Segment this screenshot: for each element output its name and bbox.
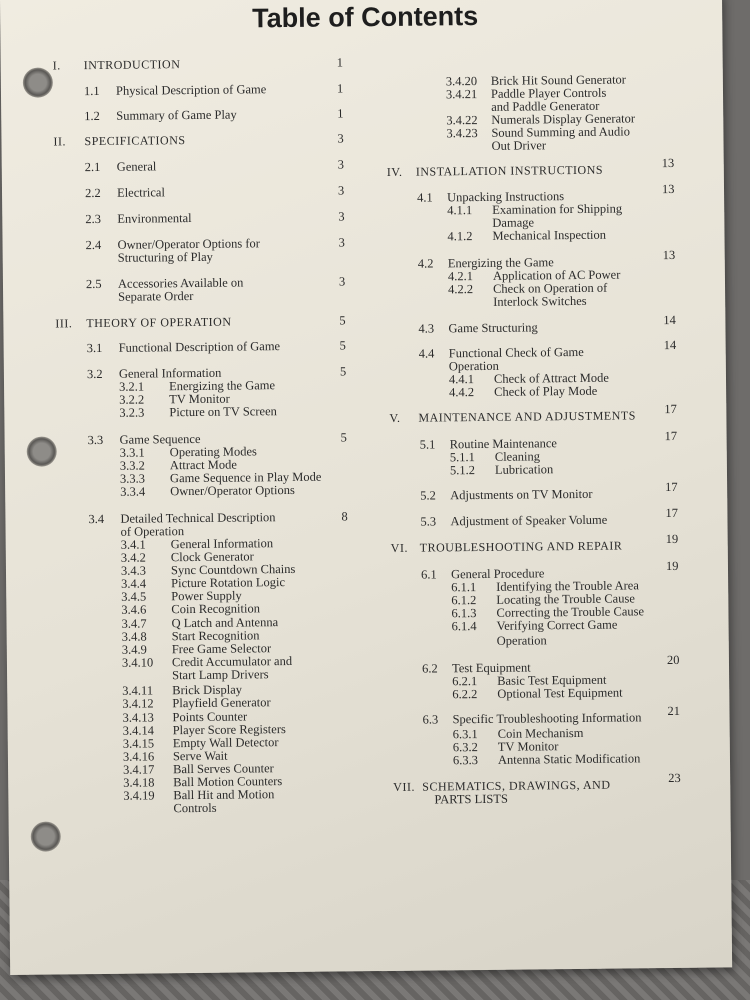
toc-entry-number: 6.1.2 bbox=[451, 593, 477, 608]
toc-entry-title: Separate Order bbox=[118, 288, 194, 304]
toc-entry-number: 3.4.4 bbox=[121, 576, 147, 591]
toc-entry-title: Optional Test Equipment bbox=[497, 685, 623, 701]
toc-entry-title: Identifying the Trouble Area bbox=[496, 578, 639, 594]
toc-entry-title: Numerals Display Generator bbox=[491, 111, 636, 127]
toc-entry-number: 3.4.11 bbox=[122, 683, 154, 698]
toc-page-number: 5 bbox=[340, 430, 347, 445]
toc-entry-title: Routine Maintenance bbox=[449, 436, 558, 452]
toc-entry-title: Correcting the Trouble Cause bbox=[496, 604, 645, 620]
toc-entry-number: 4.2.2 bbox=[447, 282, 474, 297]
toc-entry-title: Summary of Game Play bbox=[116, 107, 237, 123]
toc-entry-number: 2.1 bbox=[84, 159, 101, 175]
toc-entry-title: TV Monitor bbox=[169, 391, 230, 407]
toc-entry-title: Operation bbox=[496, 633, 547, 648]
toc-entry-number: 3.4.22 bbox=[446, 113, 478, 128]
toc-entry-number: 3.4.16 bbox=[122, 749, 155, 764]
toc-page-number: 1 bbox=[337, 106, 344, 121]
toc-entry-title: and Paddle Generator bbox=[491, 98, 600, 114]
binder-hole-icon bbox=[27, 436, 57, 466]
toc-page-number: 20 bbox=[666, 652, 680, 668]
toc-entry-number: 3.4.17 bbox=[122, 762, 155, 777]
toc-page-number: 8 bbox=[341, 509, 348, 524]
toc-entry-number: 3.4.20 bbox=[445, 74, 478, 89]
toc-entry-title: Operation bbox=[448, 358, 499, 374]
toc-entry-number: 6.1.4 bbox=[451, 619, 477, 634]
binder-hole-icon bbox=[31, 821, 61, 851]
toc-entry-title: Lubrication bbox=[494, 462, 554, 477]
toc-entry-title: Player Score Registers bbox=[172, 722, 286, 738]
toc-entry-title: Basic Test Equipment bbox=[497, 672, 607, 688]
toc-entry-number: 2.3 bbox=[85, 211, 101, 227]
page-title: Table of Contents bbox=[252, 0, 479, 34]
toc-entry-number: 2.2 bbox=[84, 185, 101, 201]
toc-entry-number: 4.1 bbox=[417, 190, 433, 205]
toc-entry-number: IV. bbox=[386, 164, 403, 179]
toc-entry-number: 3.4.23 bbox=[446, 126, 478, 141]
toc-entry-title: Brick Hit Sound Generator bbox=[490, 72, 626, 88]
toc-entry-number: 6.3.1 bbox=[452, 727, 478, 742]
toc-entry-title: Empty Wall Detector bbox=[172, 735, 279, 751]
toc-page-number: 1 bbox=[336, 55, 343, 70]
toc-entry-number: 6.3 bbox=[422, 712, 439, 727]
toc-entry-title: SCHEMATICS, DRAWINGS, AND bbox=[422, 777, 611, 794]
toc-entry-title: Sync Countdown Chains bbox=[170, 561, 296, 578]
toc-entry-number: 6.3.3 bbox=[452, 753, 479, 768]
toc-entry-number: 3.2 bbox=[86, 366, 103, 382]
toc-entry-number: 3.3 bbox=[87, 432, 104, 448]
toc-entry-title: Adjustments on TV Monitor bbox=[450, 486, 593, 503]
toc-entry-title: General Information bbox=[170, 536, 274, 552]
toc-entry-number: 3.4.15 bbox=[122, 736, 155, 751]
toc-entry-number: 4.4.2 bbox=[449, 385, 475, 400]
toc-entry-title: MAINTENANCE AND ADJUSTMENTS bbox=[418, 408, 636, 425]
toc-entry-number: 3.2.1 bbox=[118, 379, 145, 394]
toc-entry-title: Picture on TV Screen bbox=[169, 404, 277, 420]
toc-entry-title: of Operation bbox=[120, 524, 185, 539]
toc-page-number: 1 bbox=[336, 81, 344, 96]
toc-entry-number: 5.1.2 bbox=[449, 463, 476, 478]
toc-entry-number: 5.1.1 bbox=[449, 450, 475, 465]
toc-entry-title: Unpacking Instructions bbox=[447, 189, 565, 205]
binder-hole-icon bbox=[23, 67, 53, 97]
toc-entry-title: TV Monitor bbox=[497, 739, 559, 754]
toc-page-number: 17 bbox=[664, 401, 677, 417]
toc-entry-number: 3.4.9 bbox=[121, 642, 147, 657]
toc-entry-number: 3.3.1 bbox=[119, 445, 145, 460]
toc-entry-title: Brick Display bbox=[172, 682, 243, 698]
toc-page-number: 19 bbox=[665, 558, 679, 574]
toc-page-number: 17 bbox=[665, 479, 678, 495]
toc-entry-title: Check of Attract Mode bbox=[493, 370, 609, 386]
toc-entry-title: Game Structuring bbox=[448, 320, 538, 336]
toc-entry-number: VII. bbox=[393, 779, 416, 794]
toc-entry-number: 3.2.2 bbox=[119, 392, 145, 407]
toc-entry-number: 1.2 bbox=[84, 108, 100, 124]
toc-entry-title: INSTALLATION INSTRUCTIONS bbox=[415, 162, 604, 179]
toc-entry-number: 3.4.1 bbox=[120, 537, 146, 552]
toc-entry-number: 2.5 bbox=[85, 276, 102, 292]
toc-entry-title: Coin Recognition bbox=[171, 601, 261, 617]
toc-entry-number: 6.2 bbox=[421, 661, 438, 676]
toc-entry-title: Check of Play Mode bbox=[494, 383, 598, 399]
toc-entry-title: Start Recognition bbox=[171, 628, 260, 644]
toc-entry-title: Energizing the Game bbox=[447, 255, 554, 271]
toc-page-number: 3 bbox=[337, 157, 345, 172]
toc-entry-number: III. bbox=[55, 316, 73, 331]
toc-entry-number: 3.4.13 bbox=[122, 710, 154, 725]
toc-page-number: 5 bbox=[339, 338, 346, 353]
toc-entry-number: II. bbox=[53, 134, 67, 149]
toc-entry-title: Clock Generator bbox=[170, 549, 254, 565]
toc-page-number: 14 bbox=[663, 312, 676, 328]
toc-entry-number: 5.3 bbox=[420, 514, 437, 529]
toc-page-number: 3 bbox=[337, 183, 345, 198]
toc-page-number: 17 bbox=[664, 428, 678, 444]
toc-entry-title: Serve Wait bbox=[172, 748, 228, 764]
toc-entry-number: 3.4.18 bbox=[123, 775, 155, 790]
toc-entry-title: Verifying Correct Game bbox=[496, 617, 618, 633]
toc-entry-title: Examination for Shipping bbox=[492, 201, 623, 217]
toc-entry-title: Out Driver bbox=[491, 138, 547, 153]
toc-entry-title: Locating the Trouble Cause bbox=[496, 591, 635, 607]
toc-entry-number: 4.4.1 bbox=[448, 372, 475, 387]
toc-entry-title: Paddle Player Controls bbox=[490, 85, 607, 101]
toc-entry-title: Energizing the Game bbox=[168, 378, 276, 394]
toc-entry-title: Operating Modes bbox=[169, 444, 257, 460]
toc-entry-title: Game Sequence in Play Mode bbox=[169, 469, 322, 486]
toc-page-number: 5 bbox=[339, 313, 346, 328]
toc-entry-title: Adjustment of Speaker Volume bbox=[450, 512, 608, 529]
toc-entry-number: 3.4 bbox=[88, 511, 105, 527]
toc-entry-title: INTRODUCTION bbox=[83, 57, 181, 73]
toc-entry-title: Ball Serves Counter bbox=[172, 761, 274, 777]
toc-entry-title: Controls bbox=[173, 800, 217, 816]
toc-entry-number: 6.2.1 bbox=[452, 674, 478, 689]
toc-entry-title: Ball Motion Counters bbox=[173, 774, 283, 790]
toc-entry-number: 3.1 bbox=[86, 340, 103, 356]
toc-entry-title: Q Latch and Antenna bbox=[171, 615, 279, 631]
toc-entry-number: 3.4.8 bbox=[121, 629, 147, 644]
toc-entry-number: 6.3.2 bbox=[452, 740, 478, 755]
toc-entry-title: Attract Mode bbox=[169, 457, 237, 473]
toc-entry-title: Start Lamp Drivers bbox=[172, 667, 269, 683]
toc-entry-title: Check on Operation of bbox=[492, 280, 608, 296]
toc-entry-number: 3.4.6 bbox=[121, 602, 147, 617]
toc-entry-title: Accessories Available on bbox=[117, 275, 244, 291]
toc-entry-title: Test Equipment bbox=[451, 660, 531, 676]
toc-entry-title: Picture Rotation Logic bbox=[171, 575, 286, 591]
toc-entry-title: Playfield Generator bbox=[172, 695, 271, 711]
toc-entry-number: 3.4.5 bbox=[121, 589, 147, 604]
toc-entry-title: Detailed Technical Description bbox=[120, 510, 276, 526]
toc-entry-title: THEORY OF OPERATION bbox=[86, 314, 232, 331]
toc-entry-number: 4.4 bbox=[418, 346, 435, 361]
toc-page-number: 3 bbox=[337, 131, 344, 146]
toc-page-number: 21 bbox=[667, 703, 681, 719]
toc-entry-number: 3.4.12 bbox=[122, 696, 154, 711]
toc-entry-number: 4.2 bbox=[417, 256, 434, 271]
toc-entry-title: Credit Accumulator and bbox=[171, 653, 293, 670]
toc-entry-title: Ball Hit and Motion bbox=[173, 787, 275, 803]
toc-entry-title: Power Supply bbox=[171, 588, 242, 604]
toc-entry-number: 6.2.2 bbox=[452, 687, 478, 702]
toc-entry-title: General Procedure bbox=[450, 566, 545, 582]
toc-entry-title: Coin Mechanism bbox=[497, 725, 584, 741]
toc-entry-title: Owner/Operator Options for bbox=[117, 236, 260, 252]
toc-entry-title: Mechanical Inspection bbox=[492, 227, 607, 243]
toc-entry-title: Free Game Selector bbox=[171, 641, 272, 657]
toc-entry-title: Owner/Operator Options bbox=[170, 482, 295, 499]
toc-page-number: 5 bbox=[339, 364, 347, 379]
toc-entry-title: General bbox=[116, 159, 157, 174]
toc-entry-number: 5.1 bbox=[419, 437, 436, 452]
toc-entry-number: 3.4.14 bbox=[122, 723, 154, 738]
toc-page-number: 3 bbox=[338, 235, 345, 250]
toc-page-number: 23 bbox=[668, 770, 681, 786]
toc-entry-number: 6.1.3 bbox=[451, 606, 477, 621]
toc-entry-title: Damage bbox=[492, 215, 535, 230]
toc-entry-title: TROUBLESHOOTING AND REPAIR bbox=[419, 538, 623, 555]
toc-page-number: 13 bbox=[662, 247, 676, 263]
toc-page-number: 13 bbox=[661, 181, 675, 197]
toc-entry-title: Electrical bbox=[116, 185, 165, 200]
toc-entry-number: 3.4.7 bbox=[121, 616, 147, 631]
toc-entry-title: PARTS LISTS bbox=[434, 791, 508, 807]
toc-entry-title: General Information bbox=[118, 365, 222, 381]
toc-entry-number: 4.1.1 bbox=[447, 203, 473, 218]
toc-page-number: 14 bbox=[663, 337, 677, 353]
toc-page-number: 3 bbox=[338, 209, 345, 224]
toc-entry-title: Interlock Switches bbox=[493, 293, 587, 309]
toc-page-number: 19 bbox=[665, 531, 679, 547]
toc-entry-number: 6.1.1 bbox=[451, 580, 477, 595]
toc-entry-number: V. bbox=[389, 410, 401, 425]
toc-entry-number: 3.4.2 bbox=[120, 550, 146, 565]
toc-entry-number: I. bbox=[52, 58, 61, 73]
toc-entry-number: 6.1 bbox=[420, 567, 437, 582]
toc-entry-number: 4.2.1 bbox=[447, 269, 473, 284]
toc-entry-title: Points Counter bbox=[172, 709, 248, 725]
toc-page-number: 3 bbox=[338, 274, 346, 289]
toc-entry-number: 5.2 bbox=[420, 488, 436, 503]
toc-entry-title: Specific Troubleshooting Information bbox=[452, 710, 642, 727]
toc-entry-title: Functional Check of Game bbox=[448, 344, 584, 361]
toc-entry-title: Game Sequence bbox=[119, 431, 201, 447]
toc-entry-number: 3.2.3 bbox=[119, 405, 145, 420]
toc-entry-title: SPECIFICATIONS bbox=[84, 133, 186, 149]
toc-entry-number: 4.1.2 bbox=[447, 229, 473, 244]
toc-page-number: 13 bbox=[661, 155, 675, 171]
toc-entry-title: Environmental bbox=[117, 211, 192, 226]
toc-entry-number: VI. bbox=[390, 540, 409, 555]
toc-entry-number: 3.4.21 bbox=[445, 87, 478, 102]
toc-entry-number: 3.4.3 bbox=[120, 563, 147, 578]
toc-entry-title: Sound Summing and Audio bbox=[491, 124, 631, 140]
toc-entry-number: 4.3 bbox=[418, 321, 435, 336]
toc-entry-number: 3.3.3 bbox=[119, 471, 146, 486]
toc-entry-number: 2.4 bbox=[85, 237, 102, 253]
toc-entry-title: Antenna Static Modification bbox=[497, 751, 641, 767]
toc-entry-number: 3.3.2 bbox=[119, 458, 145, 473]
toc-entry-title: Application of AC Power bbox=[492, 267, 621, 283]
toc-entry-title: Functional Description of Game bbox=[118, 339, 281, 355]
toc-page-number: 17 bbox=[665, 505, 678, 521]
toc-entry-title: Physical Description of Game bbox=[115, 82, 267, 98]
toc-entry-number: 3.3.4 bbox=[120, 484, 146, 499]
toc-entry-title: Cleaning bbox=[494, 449, 541, 464]
toc-entry-number: 1.1 bbox=[83, 83, 100, 99]
toc-entry-number: 3.4.10 bbox=[121, 655, 154, 670]
toc-entry-title: Structuring of Play bbox=[117, 249, 213, 265]
toc-entry-number: 3.4.19 bbox=[123, 788, 155, 803]
